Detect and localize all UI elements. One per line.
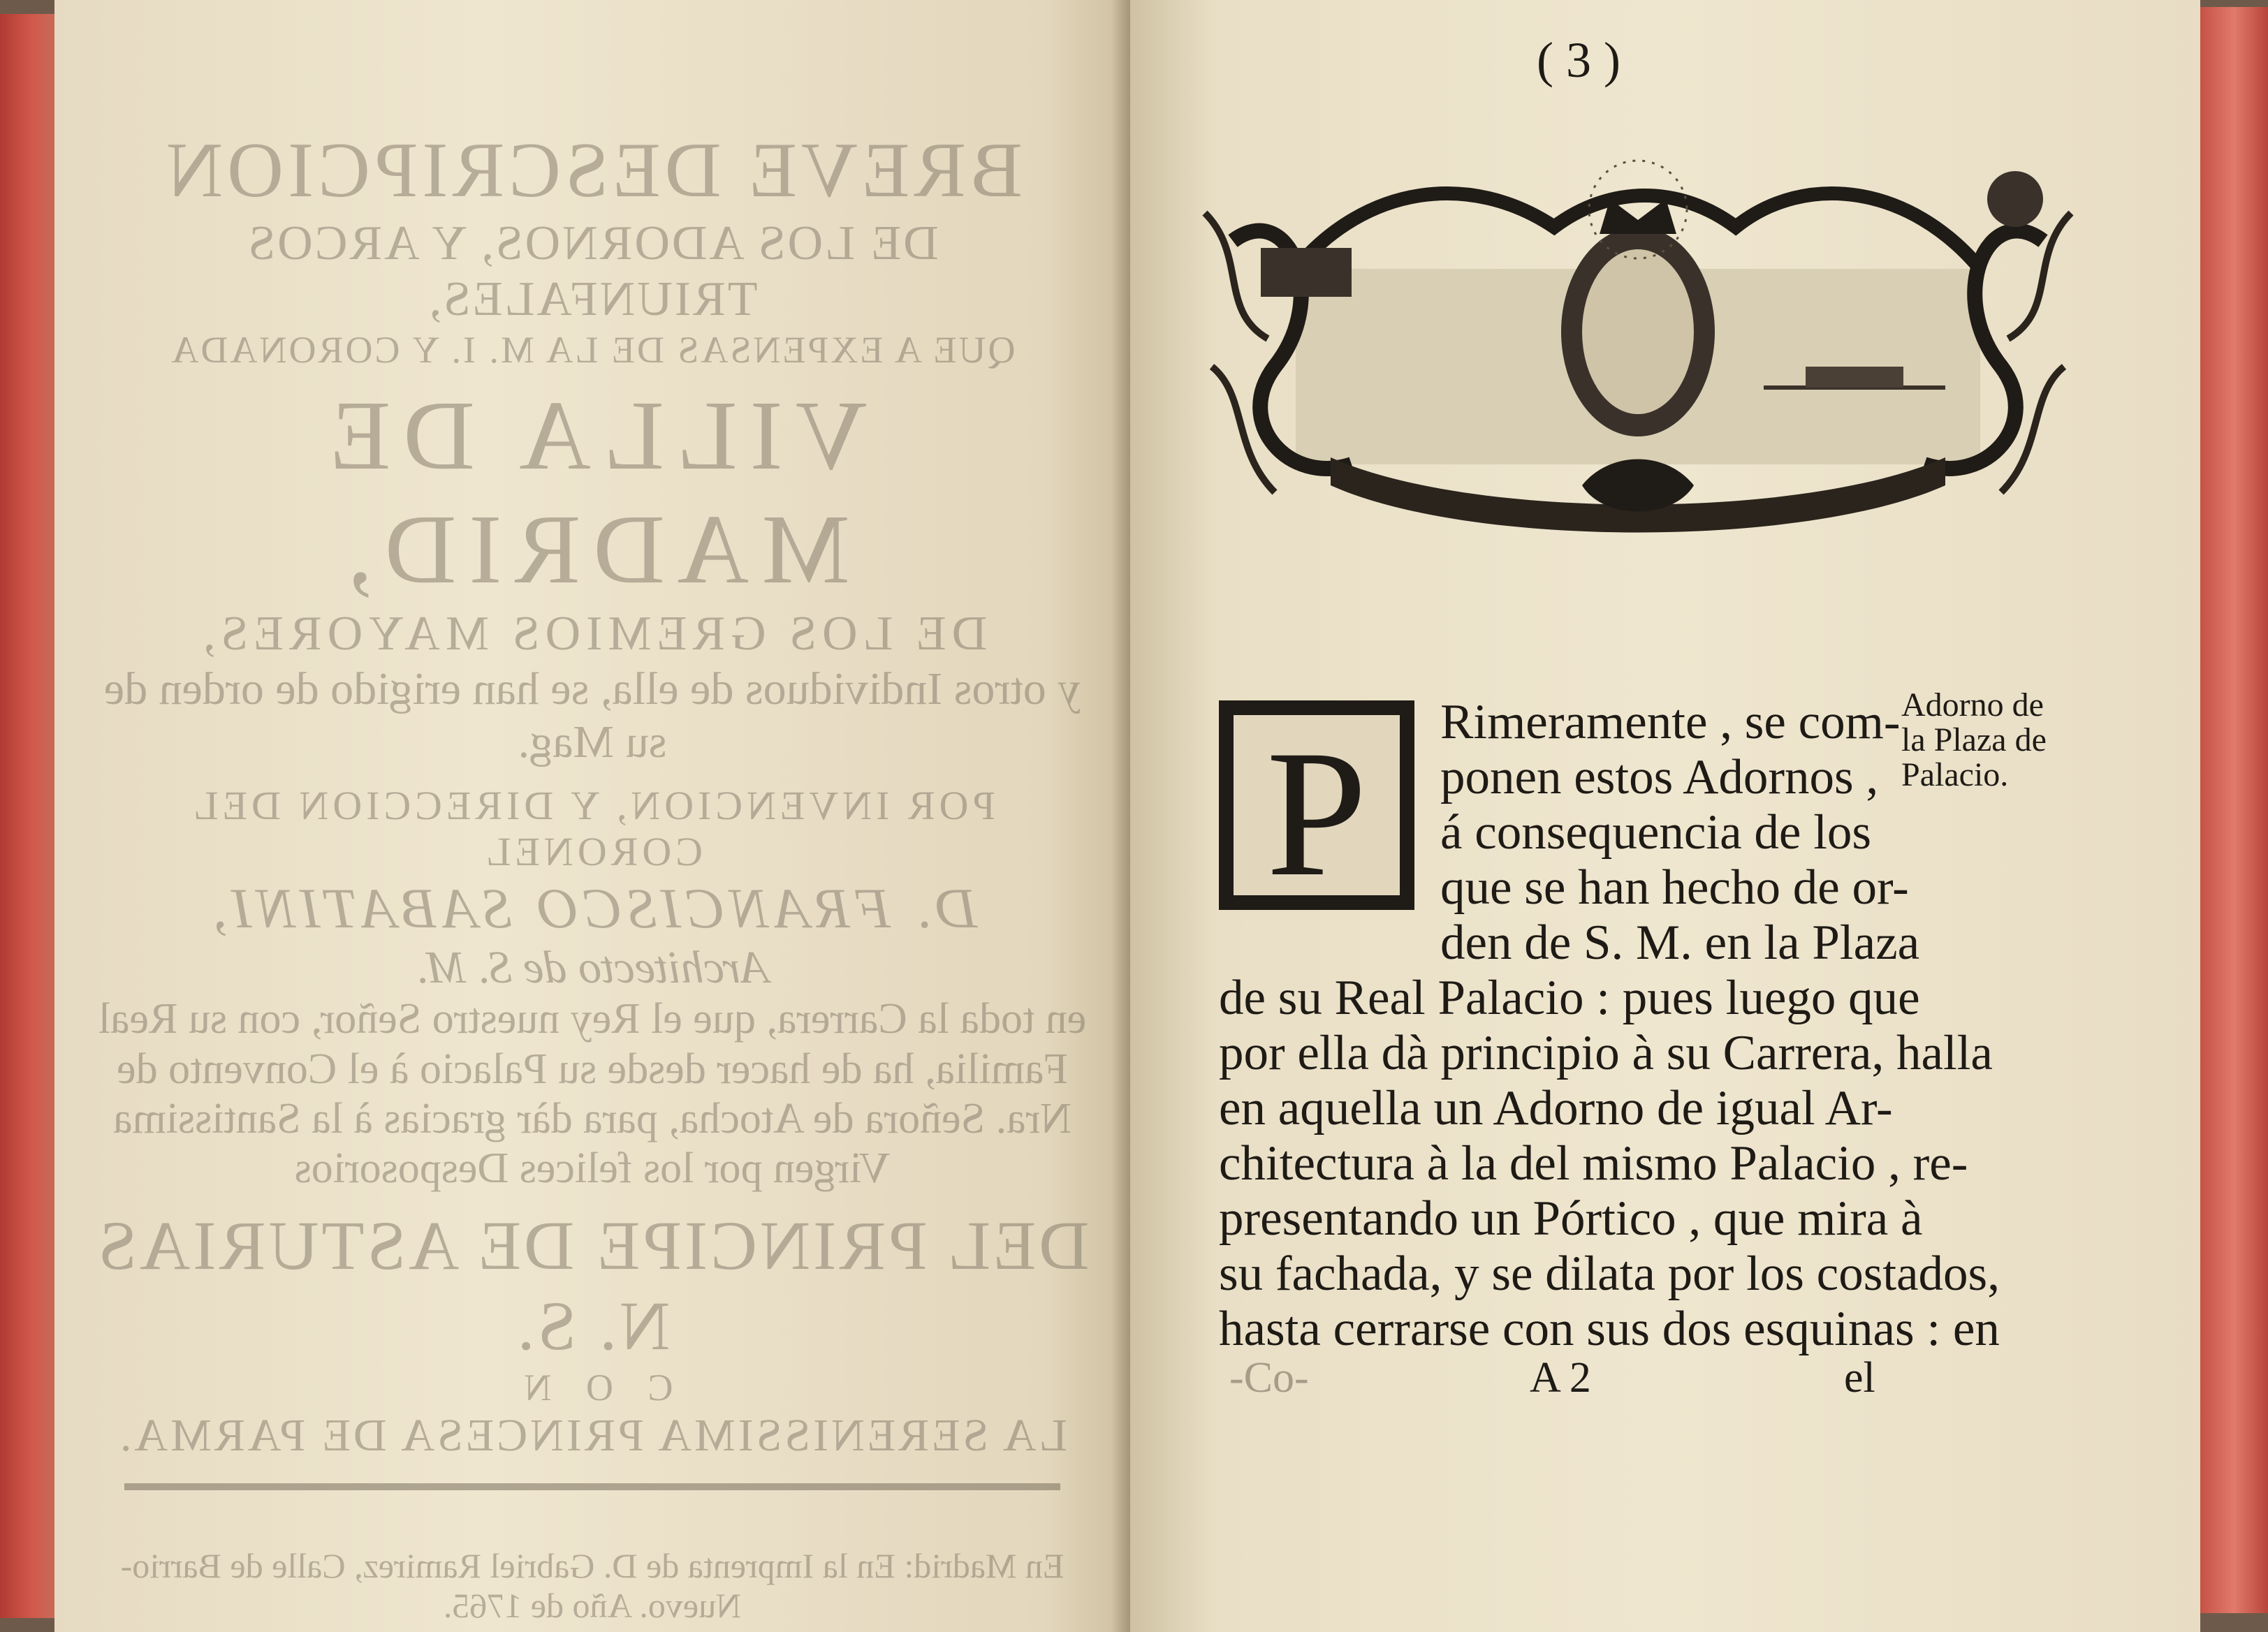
text-line: de su Real Palacio : pues luego que [1219, 971, 1920, 1025]
shield-field [1582, 249, 1694, 414]
margin-note-line: Adorno de [1901, 686, 2044, 723]
bleed-through-title [82, 126, 1102, 1626]
ghost-catchword: -Co- [1229, 1354, 1309, 1402]
headpiece-ornament [1191, 157, 2085, 576]
ghost-line: y otros Individuos de ella, se han erigido de orden de su Mag. [103, 663, 1081, 767]
ghost-line: LA SERENISSIMA PRINCESA DE PARMA. [117, 1409, 1068, 1461]
margin-note-line: Palacio. [1901, 756, 2009, 793]
ghost-line: C O N [511, 1366, 673, 1409]
catchword: el [1844, 1354, 1875, 1402]
page-number: ( 3 ) [1537, 32, 1620, 88]
text-line: den de S. M. en la Plaza [1440, 916, 1920, 970]
text-line: en aquella un Adorno de igual Ar- [1219, 1081, 1893, 1135]
books-and-globe [1261, 248, 1352, 297]
text-line: á consequencia de los [1440, 805, 1872, 860]
putti-group [1987, 171, 2043, 227]
drop-cap-letter: P [1266, 713, 1368, 914]
ghost-line: DE LOS ADORNOS, Y ARCOS TRIUNFALES, [246, 216, 939, 327]
ghost-line: DE LOS GREMIOS MAYORES, [197, 607, 988, 661]
historiated-initial [1219, 700, 1414, 914]
text-line: ponen estos Adornos , [1440, 750, 1879, 804]
page-edge-left [0, 14, 54, 1618]
ghost-line: VILLA DE MADRID, [317, 379, 868, 605]
text-line: por ella dà principio à su Carrera, halla [1219, 1026, 1993, 1080]
margin-note [1901, 688, 2047, 793]
ghost-line: DEL PRINCIPE DE ASTURIAS N. S. [95, 1206, 1090, 1365]
text-line: su fachada, y se dilata por los costados, [1219, 1247, 2000, 1301]
text-line: presentando un Pórtico , que mira à [1219, 1191, 1923, 1246]
ghost-line: D. FRANCISCO SABATINI, [207, 876, 978, 941]
text-line: Rimeramente , se com- [1440, 695, 1901, 749]
text-line: hasta cerrarse con sus dos esquinas : en [1219, 1302, 2000, 1356]
text-line: que se han hecho de or- [1440, 860, 1909, 915]
ghost-line: POR INVENCION, Y DIRECCION DEL CORONEL [189, 782, 995, 875]
left-page [54, 0, 1130, 1632]
shell-ornament [1582, 460, 1694, 512]
ghost-line: En Madrid: En la Imprenta de D. Gabriel Ramirez, Calle de Barrio-Nuevo. Año de 1765. [120, 1545, 1065, 1625]
ghost-line: BREVE DESCRIPCION [162, 127, 1023, 214]
margin-note-line: la Plaza de [1901, 721, 2047, 758]
ghost-line: en toda la Carrera, que el Rey nuestro Señor, con su Real Familia, ha de hacer desde su Palacio à el Convento de Nra. Señora de Atocha, para dàr gracias à la Santissima Virgen por los felices Desposorios [98, 995, 1087, 1193]
town-silhouette [1806, 367, 1903, 388]
text-line: chitectura à la del mismo Palacio , re- [1219, 1136, 1968, 1191]
ghost-line: QUE A EXPENSAS DE LA M. I. Y CORONADA [169, 328, 1016, 371]
initial-frame [1230, 712, 1403, 914]
signature-mark: A 2 [1530, 1354, 1591, 1402]
page-edge-right [2200, 7, 2268, 1613]
ghost-line: Architecto de S. M. [416, 942, 769, 994]
ghost-rule [124, 1483, 1060, 1490]
crown [1600, 199, 1676, 234]
